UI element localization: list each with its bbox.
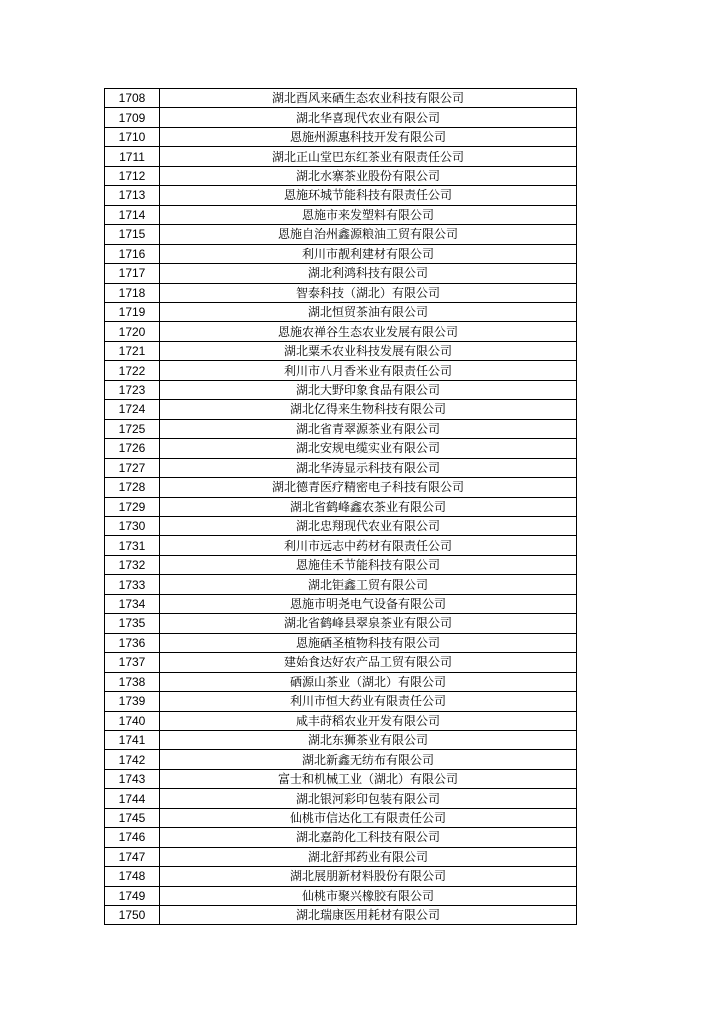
company-name: 湖北省青翠源茶业有限公司 — [160, 419, 577, 438]
company-name: 湖北水寨茶业股份有限公司 — [160, 166, 577, 185]
table-row — [105, 828, 577, 847]
table-row — [105, 380, 577, 399]
row-number: 1734 — [105, 594, 160, 613]
table-row — [105, 439, 577, 458]
table-row — [105, 127, 577, 146]
table-row — [105, 264, 577, 283]
table-row — [105, 789, 577, 808]
row-number: 1709 — [105, 108, 160, 127]
table-row — [105, 283, 577, 302]
company-name: 恩施市明尧电气设备有限公司 — [160, 594, 577, 613]
row-number: 1741 — [105, 730, 160, 749]
company-name: 建始食达好农产品工贸有限公司 — [160, 653, 577, 672]
row-number: 1749 — [105, 886, 160, 905]
row-number: 1728 — [105, 478, 160, 497]
table-row — [105, 478, 577, 497]
company-name: 湖北东狮茶业有限公司 — [160, 730, 577, 749]
table-row — [105, 886, 577, 905]
table-row — [105, 653, 577, 672]
company-name: 湖北酉风来硒生态农业科技有限公司 — [160, 89, 577, 108]
company-name: 湖北正山堂巴东红茶业有限责任公司 — [160, 147, 577, 166]
row-number: 1737 — [105, 653, 160, 672]
row-number: 1727 — [105, 458, 160, 477]
table-row — [105, 769, 577, 788]
row-number: 1724 — [105, 400, 160, 419]
table-row — [105, 322, 577, 341]
company-name: 湖北利鸿科技有限公司 — [160, 264, 577, 283]
row-number: 1716 — [105, 244, 160, 263]
row-number: 1717 — [105, 264, 160, 283]
row-number: 1711 — [105, 147, 160, 166]
table-row — [105, 867, 577, 886]
row-number: 1732 — [105, 555, 160, 574]
table-row — [105, 594, 577, 613]
company-name: 恩施市来发塑料有限公司 — [160, 205, 577, 224]
company-name: 利川市远志中药材有限责任公司 — [160, 536, 577, 555]
company-name: 湖北亿得来生物科技有限公司 — [160, 400, 577, 419]
row-number: 1715 — [105, 225, 160, 244]
company-name: 湖北粟禾农业科技发展有限公司 — [160, 341, 577, 360]
table-row — [105, 906, 577, 925]
table-row — [105, 147, 577, 166]
table-row — [105, 497, 577, 516]
company-name: 湖北瑞康医用耗材有限公司 — [160, 906, 577, 925]
company-name: 湖北安规电缆实业有限公司 — [160, 439, 577, 458]
company-name: 利川市靓利建材有限公司 — [160, 244, 577, 263]
company-name: 湖北忠翔现代农业有限公司 — [160, 516, 577, 535]
company-name: 湖北大野印象食品有限公司 — [160, 380, 577, 399]
table-row — [105, 672, 577, 691]
company-name: 湖北银河彩印包装有限公司 — [160, 789, 577, 808]
table-row — [105, 186, 577, 205]
company-name: 湖北展朋新材料股份有限公司 — [160, 867, 577, 886]
company-name: 恩施环城节能科技有限责任公司 — [160, 186, 577, 205]
table-row — [105, 614, 577, 633]
table-row — [105, 166, 577, 185]
row-number: 1744 — [105, 789, 160, 808]
company-name: 湖北新鑫无纺布有限公司 — [160, 750, 577, 769]
company-name: 咸丰莳稻农业开发有限公司 — [160, 711, 577, 730]
row-number: 1743 — [105, 769, 160, 788]
company-name: 湖北舒邦药业有限公司 — [160, 847, 577, 866]
row-number: 1725 — [105, 419, 160, 438]
table-row — [105, 244, 577, 263]
table-row — [105, 750, 577, 769]
company-name: 利川市八月香米业有限责任公司 — [160, 361, 577, 380]
table-row — [105, 575, 577, 594]
row-number: 1722 — [105, 361, 160, 380]
row-number: 1736 — [105, 633, 160, 652]
row-number: 1729 — [105, 497, 160, 516]
company-name: 湖北恒贸茶油有限公司 — [160, 302, 577, 321]
company-name: 湖北华涛显示科技有限公司 — [160, 458, 577, 477]
row-number: 1738 — [105, 672, 160, 691]
company-name: 智泰科技（湖北）有限公司 — [160, 283, 577, 302]
row-number: 1747 — [105, 847, 160, 866]
row-number: 1750 — [105, 906, 160, 925]
row-number: 1708 — [105, 89, 160, 108]
company-list-table — [104, 88, 577, 925]
row-number: 1746 — [105, 828, 160, 847]
company-name: 恩施自治州鑫源粮油工贸有限公司 — [160, 225, 577, 244]
row-number: 1712 — [105, 166, 160, 185]
table-row — [105, 633, 577, 652]
table-row — [105, 808, 577, 827]
company-name: 恩施硒圣植物科技有限公司 — [160, 633, 577, 652]
table-row — [105, 400, 577, 419]
table-row — [105, 361, 577, 380]
table-row — [105, 205, 577, 224]
row-number: 1718 — [105, 283, 160, 302]
company-name: 湖北德青医疗精密电子科技有限公司 — [160, 478, 577, 497]
table-row — [105, 555, 577, 574]
row-number: 1742 — [105, 750, 160, 769]
table-row — [105, 302, 577, 321]
company-name: 湖北嘉韵化工科技有限公司 — [160, 828, 577, 847]
table-row — [105, 516, 577, 535]
table-row — [105, 89, 577, 108]
row-number: 1714 — [105, 205, 160, 224]
table-row — [105, 108, 577, 127]
company-name: 湖北华喜现代农业有限公司 — [160, 108, 577, 127]
company-name: 富士和机械工业（湖北）有限公司 — [160, 769, 577, 788]
row-number: 1733 — [105, 575, 160, 594]
row-number: 1710 — [105, 127, 160, 146]
row-number: 1723 — [105, 380, 160, 399]
row-number: 1748 — [105, 867, 160, 886]
table-row — [105, 225, 577, 244]
table-row — [105, 419, 577, 438]
company-list-body — [105, 89, 577, 925]
row-number: 1735 — [105, 614, 160, 633]
table-row — [105, 536, 577, 555]
company-name: 恩施州源惠科技开发有限公司 — [160, 127, 577, 146]
row-number: 1719 — [105, 302, 160, 321]
company-name: 恩施佳禾节能科技有限公司 — [160, 555, 577, 574]
table-row — [105, 692, 577, 711]
row-number: 1740 — [105, 711, 160, 730]
row-number: 1726 — [105, 439, 160, 458]
table-row — [105, 711, 577, 730]
row-number: 1713 — [105, 186, 160, 205]
table-row — [105, 730, 577, 749]
company-name: 湖北省鹤峰鑫农茶业有限公司 — [160, 497, 577, 516]
row-number: 1745 — [105, 808, 160, 827]
company-name: 利川市恒大药业有限责任公司 — [160, 692, 577, 711]
company-name: 湖北钜鑫工贸有限公司 — [160, 575, 577, 594]
company-name: 恩施农禅谷生态农业发展有限公司 — [160, 322, 577, 341]
row-number: 1730 — [105, 516, 160, 535]
row-number: 1720 — [105, 322, 160, 341]
table-row — [105, 458, 577, 477]
row-number: 1721 — [105, 341, 160, 360]
row-number: 1739 — [105, 692, 160, 711]
row-number: 1731 — [105, 536, 160, 555]
company-name: 仙桃市聚兴橡胶有限公司 — [160, 886, 577, 905]
company-name: 仙桃市信达化工有限责任公司 — [160, 808, 577, 827]
table-row — [105, 341, 577, 360]
table-row — [105, 847, 577, 866]
company-name: 硒源山茶业（湖北）有限公司 — [160, 672, 577, 691]
company-name: 湖北省鹤峰县翠泉茶业有限公司 — [160, 614, 577, 633]
